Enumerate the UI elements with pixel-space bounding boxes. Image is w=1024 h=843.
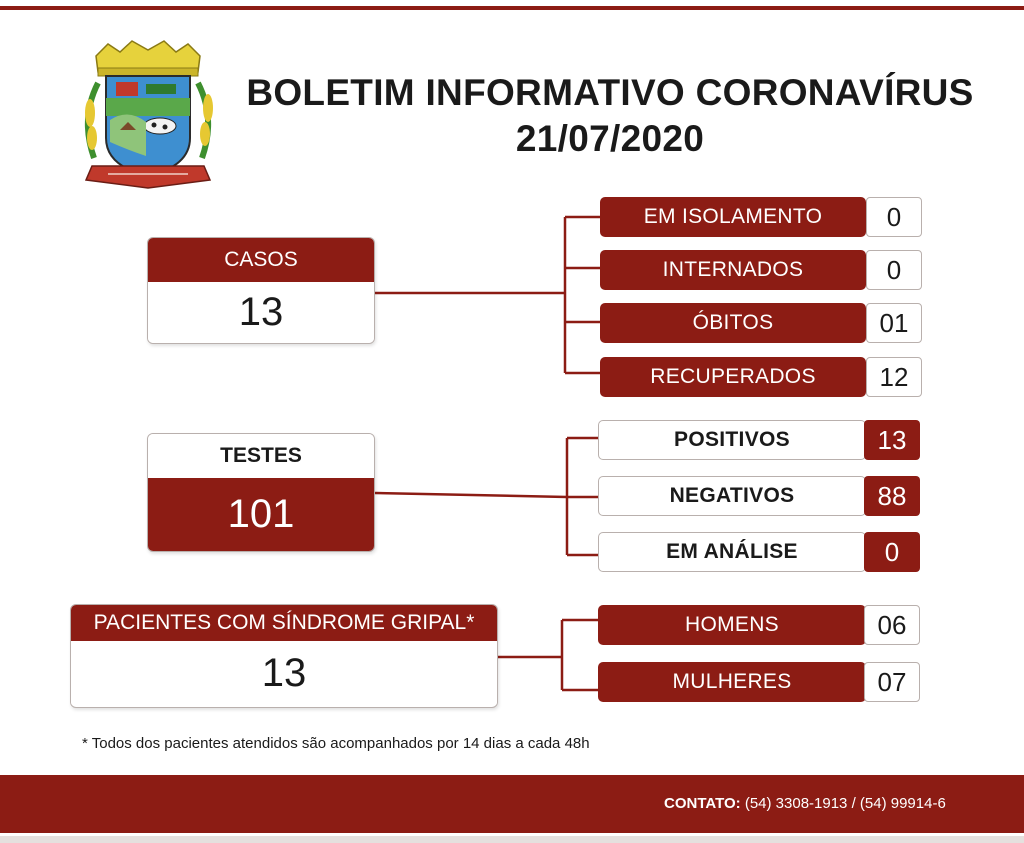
contact-label: CONTATO: <box>664 795 741 812</box>
contact-info <box>664 795 946 812</box>
testes-label: TESTES <box>148 434 374 478</box>
row-value: 0 <box>866 250 922 290</box>
sindrome-gripal-label: PACIENTES COM SÍNDROME GRIPAL* <box>71 605 497 641</box>
footnote: * Todos dos pacientes atendidos são acompanhados por 14 dias a cada 48h <box>82 735 590 752</box>
sindrome-gripal-box <box>70 604 498 708</box>
row-label: RECUPERADOS <box>600 357 866 397</box>
row-value: 12 <box>866 357 922 397</box>
row-value: 0 <box>866 197 922 237</box>
row-value: 06 <box>864 605 920 645</box>
testes-box <box>147 433 375 552</box>
title-line-1: BOLETIM INFORMATIVO CORONAVÍRUS <box>246 72 974 113</box>
row-label: MULHERES <box>598 662 866 702</box>
row-value: 88 <box>864 476 920 516</box>
bottom-border <box>0 836 1024 843</box>
row-value: 0 <box>864 532 920 572</box>
row-label: NEGATIVOS <box>598 476 866 516</box>
row-value: 13 <box>864 420 920 460</box>
row-label: EM ANÁLISE <box>598 532 866 572</box>
casos-box <box>147 237 375 344</box>
row-label: EM ISOLAMENTO <box>600 197 866 237</box>
row-label: INTERNADOS <box>600 250 866 290</box>
row-value: 01 <box>866 303 922 343</box>
row-label: ÓBITOS <box>600 303 866 343</box>
row-label: HOMENS <box>598 605 866 645</box>
row-value: 07 <box>864 662 920 702</box>
title-date: 21/07/2020 <box>515 118 705 159</box>
sindrome-gripal-value: 13 <box>71 641 497 705</box>
row-label: POSITIVOS <box>598 420 866 460</box>
casos-value: 13 <box>148 282 374 343</box>
testes-value: 101 <box>148 478 374 551</box>
casos-label: CASOS <box>148 238 374 282</box>
contact-phones: (54) 3308-1913 / (54) 99914-6 <box>740 795 946 812</box>
